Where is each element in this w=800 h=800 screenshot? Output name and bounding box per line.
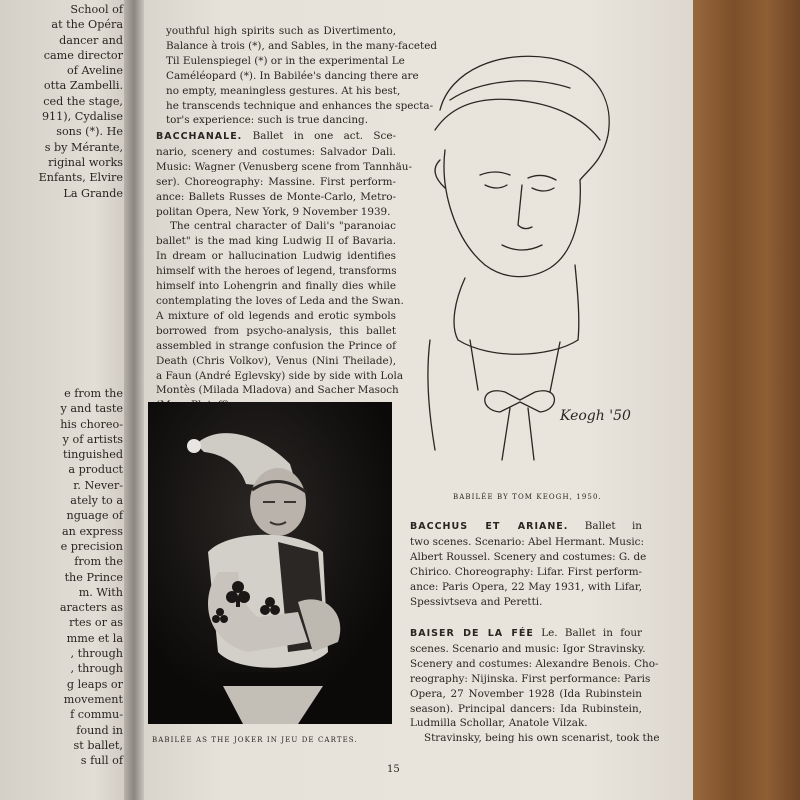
left-line: 911), Cydalise [41,110,123,124]
left-line: y and taste [60,402,123,416]
left-line: at the Opéra [51,18,123,32]
bacchus-entry [410,519,647,609]
entry-heading-bacchanale: BACCHANALE. [156,131,243,142]
left-line: found in [76,723,123,737]
text-line: A mixture of old legends and erotic symbols [156,309,396,322]
left-line: from the [74,555,123,569]
text-line: In dream or hallucination Ludwig identifies [156,250,396,263]
left-line: sons (*). He [56,125,123,139]
left-line: m. With [78,585,123,599]
text-line: Montès (Milada Mladova) and Sacher Masoch [156,384,399,397]
text-line: politan Opera, New York, 9 November 1939. [156,205,391,218]
left-line: his choreo- [60,417,123,431]
text-line: himself into Lohengrin and finally dies while [156,280,396,293]
text-line: Balance à trois (*), and Sables, in the many-faceted [166,39,438,52]
left-line: g leaps or [66,677,123,691]
text-line: ser). Choreography: Massine. First perform- [156,175,396,188]
left-line: dancer and [59,33,123,47]
text-line: nario, scenery and costumes: Salvador Dali. [156,145,396,158]
text-line: Ballet in one act. Sce- [252,130,396,142]
left-line: e from the [64,387,123,400]
text-line: no empty, meaningless gestures. At his best, [166,84,401,97]
text-line: a Faun (André Eglevsky) side by side with Lola [156,369,404,382]
sketch-signature: Keogh '50 [560,408,631,424]
text-line: Le. Ballet in four [541,627,642,639]
page-number: 15 [387,764,400,775]
left-line: st ballet, [73,738,123,752]
left-line: the Prince [64,570,123,584]
left-line: ced the stage, [43,94,123,108]
text-line: reography: Nijinska. First performance: Paris [410,672,651,685]
left-line: came director [43,48,123,62]
text-line: The central character of Dali's "paranoiac [170,220,396,233]
baiser-entry [410,626,660,746]
text-line: contemplating the loves of Leda and the Swan. [156,294,404,307]
text-line: assembled in strange confusion the Prince of [156,339,396,352]
entry-heading-baiser: BAISER DE LA FÉE [410,628,534,639]
left-line: rtes or as [69,616,123,630]
text-line: Caméléopard (*). In Babilée's dancing there are [166,69,419,82]
text-line: he transcends technique and enhances the specta- [166,99,434,112]
left-line: School of [70,3,123,16]
wooden-table [690,0,800,800]
text-line: Death (Chris Volkov), Venus (Nini Theilade), [156,354,396,367]
bacchanale-entry [156,129,412,413]
joker-photograph [148,402,392,724]
text-line: borrowed from psycho-analysis, this ballet [156,324,396,337]
text-line: ance: Ballets Russes de Monte-Carlo, Metro- [156,190,396,203]
left-line: of Aveline [67,64,123,78]
text-line: Ballet in [584,520,642,532]
text-line: ballet" is the mad king Ludwig II of Bavaria. [156,235,396,248]
left-line: f commu- [70,708,123,722]
left-line: e precision [60,539,123,553]
photo-caption: BABILÉE AS THE JOKER IN JEU DE CARTES. [152,736,358,744]
left-line: ately to a [70,494,123,508]
left-page-top-column [0,2,123,201]
text-line: Spessivtseva and Peretti. [410,595,543,608]
text-line: season). Principal dancers: Ida Rubinstein, [410,702,642,715]
left-page-bottom-column [0,386,123,768]
text-line: Scenery and costumes: Alexandre Benois. Cho- [410,657,659,670]
text-line: scenes. Scenario and music: Igor Stravinsky. [410,642,646,655]
keogh-sketch [410,40,640,480]
text-line: two scenes. Scenario: Abel Hermant. Music: [410,535,644,548]
intro-paragraph [166,24,438,128]
entry-heading-bacchus: BACCHUS ET ARIANE. [410,521,569,532]
left-line: r. Never- [73,478,123,492]
text-line: ance: Paris Opera, 22 May 1931, with Lifar, [410,580,642,593]
left-line: s by Mérante, [44,140,123,154]
text-line: Til Eulenspiegel (*) or in the experimental Le [166,54,405,67]
text-line: Albert Roussel. Scenery and costumes: G. de [410,550,647,563]
text-line: Chirico. Choreography: Lifar. First perform- [410,565,643,578]
left-line: an express [62,524,123,538]
left-line: aracters as [59,601,123,615]
text-line: Stravinsky, being his own scenarist, took the [424,732,660,745]
left-line: y of artists [62,432,123,446]
left-page [0,0,135,800]
left-line: s full of [80,754,123,768]
left-line: riginal works [48,155,123,169]
left-line: nguage of [66,509,123,523]
left-line: tinguished [63,448,123,462]
left-line: a product [68,463,123,477]
left-line: movement [63,692,123,706]
left-line: otta Zambelli. [43,79,123,93]
left-line: , through [70,662,123,676]
left-line: La Grande [63,186,123,200]
text-line: Music: Wagner (Venusberg scene from Tannhäu- [156,160,412,173]
left-line: , through [70,647,123,661]
dancer-photo-image [148,402,392,724]
left-line: Enfants, Elvire [38,171,123,185]
text-line: Opera, 27 November 1928 (Ida Rubinstein [410,687,642,700]
text-line: himself with the heroes of legend, transforms [156,265,397,278]
text-line: Ludmilla Schollar, Anatole Vilzak. [410,717,588,730]
left-line: mme et la [66,631,123,645]
text-line: tor's experience: such is true dancing. [166,114,369,127]
book-gutter [124,0,144,800]
sketch-caption: BABILÉE BY TOM KEOGH, 1950. [453,493,602,501]
text-line: youthful high spirits such as Divertimento, [166,25,396,37]
